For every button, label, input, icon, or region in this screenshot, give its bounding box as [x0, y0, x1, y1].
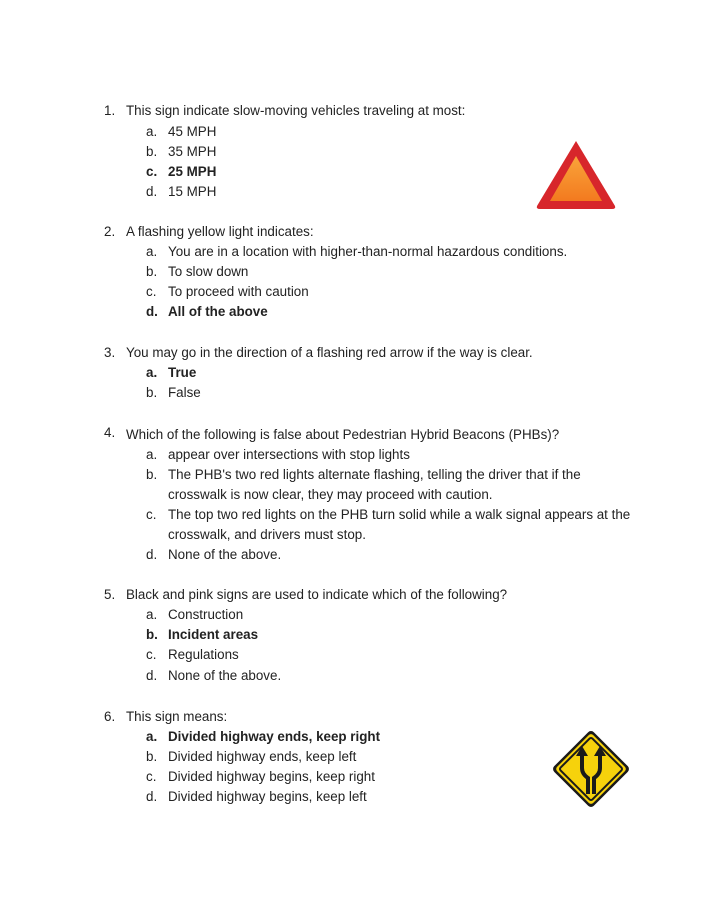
question-text: Which of the following is false about Pedestrian Hybrid Beacons (PHBs)? [126, 427, 560, 442]
option-text-correct: True [168, 365, 197, 380]
option-letter: c. [146, 284, 157, 299]
option-text: None of the above. [168, 547, 282, 562]
question-text: A flashing yellow light indicates: [126, 224, 314, 239]
option-letter: b. [146, 467, 158, 482]
option-text-correct: 25 MPH [168, 164, 217, 179]
option-letter: d. [146, 789, 158, 804]
option-text: Divided highway begins, keep left [168, 789, 367, 804]
option-text-correct: All of the above [168, 304, 268, 319]
question-number: 1. [104, 103, 116, 118]
option-letter-correct: a. [146, 729, 158, 744]
question-text: This sign indicate slow-moving vehicles traveling at most: [126, 103, 466, 118]
option-letter: c. [146, 647, 157, 662]
option-text: Construction [168, 607, 244, 622]
question-number: 6. [104, 709, 116, 724]
option-letter-correct: a. [146, 365, 158, 380]
option-text: Divided highway ends, keep left [168, 749, 357, 764]
question-text: You may go in the direction of a flashing red arrow if the way is clear. [126, 345, 533, 360]
option-text-line: crosswalk is now clear, they may proceed with caution. [168, 487, 493, 502]
option-letter: d. [146, 547, 158, 562]
option-letter: b. [146, 749, 158, 764]
option-text: None of the above. [168, 668, 282, 683]
question-number: 3. [104, 345, 116, 360]
option-text: 15 MPH [168, 184, 217, 199]
question-number: 4. [104, 425, 116, 440]
option-text: appear over intersections with stop lights [168, 447, 410, 462]
option-text: To slow down [168, 264, 249, 279]
option-letter: a. [146, 124, 158, 139]
option-text: To proceed with caution [168, 284, 309, 299]
option-letter: a. [146, 607, 158, 622]
option-letter: a. [146, 244, 158, 259]
option-text: Regulations [168, 647, 239, 662]
option-text: You are in a location with higher-than-normal hazardous conditions. [168, 244, 568, 259]
question-text: Black and pink signs are used to indicate which of the following? [126, 587, 508, 602]
option-letter: c. [146, 769, 157, 784]
option-letter: b. [146, 144, 158, 159]
option-text-line: crosswalk, and drivers must stop. [168, 527, 366, 542]
option-letter-correct: c. [146, 164, 158, 179]
option-letter: b. [146, 264, 158, 279]
option-text-line: The PHB's two red lights alternate flashing, telling the driver that if the [168, 467, 581, 482]
option-text: False [168, 385, 201, 400]
option-text-line: The top two red lights on the PHB turn solid while a walk signal appears at the [168, 507, 631, 522]
slow-moving-vehicle-sign-icon [534, 138, 618, 212]
option-letter: c. [146, 507, 157, 522]
question-number: 5. [104, 587, 116, 602]
option-text-correct: Divided highway ends, keep right [168, 729, 381, 744]
option-letter: b. [146, 385, 158, 400]
option-text-correct: Incident areas [168, 627, 259, 642]
question-text: This sign means: [126, 709, 228, 724]
option-letter-correct: d. [146, 304, 158, 319]
option-text: 45 MPH [168, 124, 217, 139]
option-letter: d. [146, 184, 158, 199]
option-text: Divided highway begins, keep right [168, 769, 375, 784]
option-letter: d. [146, 668, 158, 683]
question-number: 2. [104, 224, 116, 239]
option-letter-correct: b. [146, 627, 158, 642]
option-letter: a. [146, 447, 158, 462]
divided-highway-ends-sign-icon [550, 728, 632, 810]
option-text: 35 MPH [168, 144, 217, 159]
